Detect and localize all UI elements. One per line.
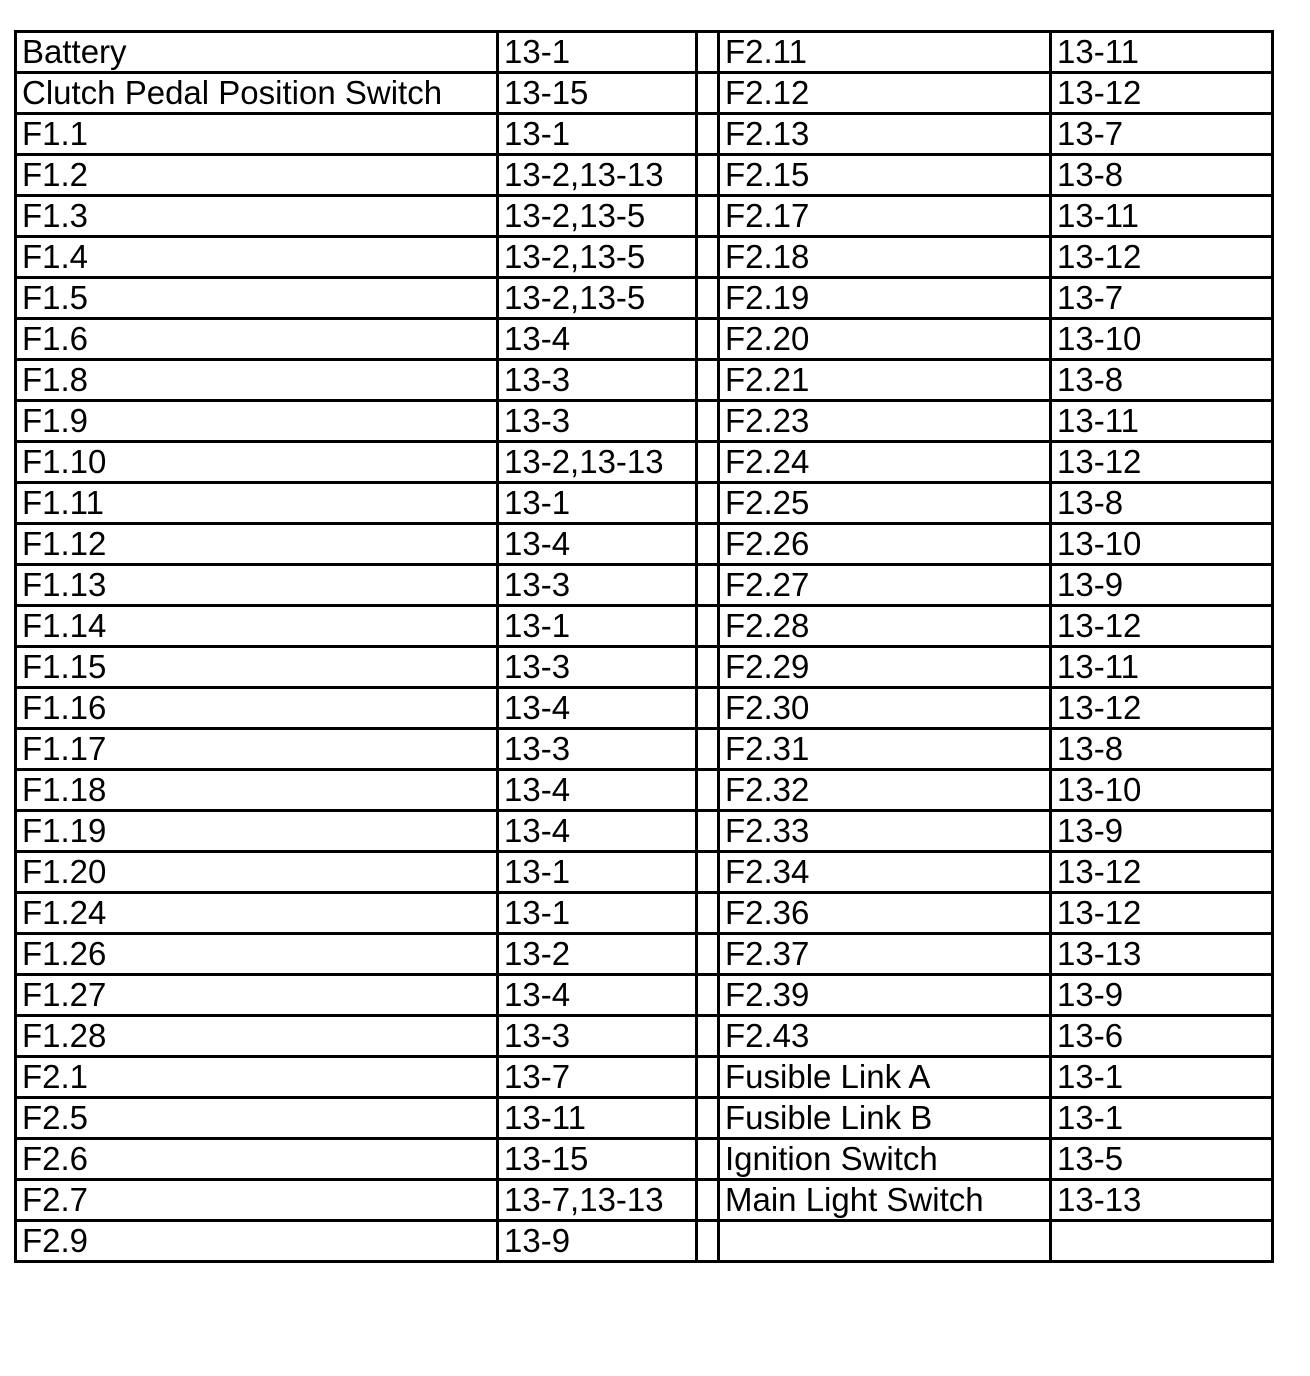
table-row xyxy=(16,1180,1273,1221)
left-item-cell: F1.8 xyxy=(16,360,498,401)
left-item-cell: F1.3 xyxy=(16,196,498,237)
right-page-cell: 13-5 xyxy=(1051,1139,1273,1180)
table-row xyxy=(16,1016,1273,1057)
right-item-cell: F2.26 xyxy=(719,524,1051,565)
column-gap xyxy=(697,360,719,401)
right-page-cell: 13-12 xyxy=(1051,442,1273,483)
left-item-cell: F1.12 xyxy=(16,524,498,565)
left-item-cell: F1.9 xyxy=(16,401,498,442)
left-page-cell: 13-1 xyxy=(498,893,697,934)
column-gap xyxy=(697,1221,719,1262)
right-page-cell: 13-12 xyxy=(1051,893,1273,934)
column-gap xyxy=(697,688,719,729)
right-item-cell: F2.36 xyxy=(719,893,1051,934)
right-item-cell: F2.13 xyxy=(719,114,1051,155)
right-item-cell: F2.21 xyxy=(719,360,1051,401)
right-page-cell: 13-9 xyxy=(1051,565,1273,606)
left-page-cell: 13-2,13-5 xyxy=(498,237,697,278)
table-row xyxy=(16,1098,1273,1139)
left-page-cell: 13-4 xyxy=(498,811,697,852)
column-gap xyxy=(697,196,719,237)
column-gap xyxy=(697,565,719,606)
right-item-cell: F2.32 xyxy=(719,770,1051,811)
column-gap xyxy=(697,1180,719,1221)
right-item-cell: Fusible Link A xyxy=(719,1057,1051,1098)
left-page-cell: 13-2,13-5 xyxy=(498,278,697,319)
right-page-cell: 13-10 xyxy=(1051,524,1273,565)
column-gap xyxy=(697,770,719,811)
left-item-cell: F2.7 xyxy=(16,1180,498,1221)
right-page-cell: 13-12 xyxy=(1051,688,1273,729)
left-item-cell: F1.4 xyxy=(16,237,498,278)
column-gap xyxy=(697,237,719,278)
column-gap xyxy=(697,73,719,114)
left-page-cell: 13-1 xyxy=(498,606,697,647)
table-row xyxy=(16,155,1273,196)
right-item-cell: F2.30 xyxy=(719,688,1051,729)
right-item-cell: F2.15 xyxy=(719,155,1051,196)
table-row xyxy=(16,360,1273,401)
table-row xyxy=(16,524,1273,565)
left-page-cell: 13-1 xyxy=(498,852,697,893)
right-item-cell: F2.23 xyxy=(719,401,1051,442)
right-page-cell: 13-6 xyxy=(1051,1016,1273,1057)
table-row xyxy=(16,1221,1273,1262)
column-gap xyxy=(697,934,719,975)
table-row xyxy=(16,196,1273,237)
right-item-cell: Main Light Switch xyxy=(719,1180,1051,1221)
right-item-cell: F2.33 xyxy=(719,811,1051,852)
left-page-cell: 13-7 xyxy=(498,1057,697,1098)
right-item-cell: F2.28 xyxy=(719,606,1051,647)
right-item-cell: F2.39 xyxy=(719,975,1051,1016)
right-item-cell: F2.37 xyxy=(719,934,1051,975)
right-item-cell: Fusible Link B xyxy=(719,1098,1051,1139)
left-item-cell: F2.5 xyxy=(16,1098,498,1139)
table-row xyxy=(16,606,1273,647)
left-page-cell: 13-4 xyxy=(498,770,697,811)
table-row xyxy=(16,1057,1273,1098)
right-page-cell: 13-8 xyxy=(1051,155,1273,196)
left-page-cell: 13-4 xyxy=(498,524,697,565)
right-page-cell: 13-9 xyxy=(1051,811,1273,852)
left-item-cell: F1.14 xyxy=(16,606,498,647)
right-page-cell: 13-1 xyxy=(1051,1057,1273,1098)
right-page-cell: 13-8 xyxy=(1051,729,1273,770)
table-row xyxy=(16,319,1273,360)
table-row xyxy=(16,729,1273,770)
right-page-cell: 13-12 xyxy=(1051,606,1273,647)
column-gap xyxy=(697,606,719,647)
component-index-table xyxy=(14,30,1274,1263)
right-item-cell: Ignition Switch xyxy=(719,1139,1051,1180)
left-page-cell: 13-1 xyxy=(498,32,697,73)
left-item-cell: F1.10 xyxy=(16,442,498,483)
right-item-cell: F2.27 xyxy=(719,565,1051,606)
right-item-cell: F2.31 xyxy=(719,729,1051,770)
column-gap xyxy=(697,1139,719,1180)
right-page-cell: 13-7 xyxy=(1051,278,1273,319)
left-item-cell: F1.16 xyxy=(16,688,498,729)
column-gap xyxy=(697,975,719,1016)
left-page-cell: 13-4 xyxy=(498,975,697,1016)
left-page-cell: 13-9 xyxy=(498,1221,697,1262)
column-gap xyxy=(697,442,719,483)
right-item-cell: F2.43 xyxy=(719,1016,1051,1057)
table-row xyxy=(16,688,1273,729)
right-item-cell: F2.25 xyxy=(719,483,1051,524)
table-row xyxy=(16,565,1273,606)
column-gap xyxy=(697,32,719,73)
column-gap xyxy=(697,319,719,360)
left-item-cell: F1.17 xyxy=(16,729,498,770)
left-page-cell: 13-2 xyxy=(498,934,697,975)
left-page-cell: 13-3 xyxy=(498,565,697,606)
right-item-cell: F2.29 xyxy=(719,647,1051,688)
table-row xyxy=(16,237,1273,278)
table-row xyxy=(16,442,1273,483)
left-item-cell: F1.15 xyxy=(16,647,498,688)
column-gap xyxy=(697,155,719,196)
table-body xyxy=(16,32,1273,1262)
left-item-cell: F1.13 xyxy=(16,565,498,606)
right-page-cell xyxy=(1051,1221,1273,1262)
right-item-cell: F2.20 xyxy=(719,319,1051,360)
right-item-cell: F2.19 xyxy=(719,278,1051,319)
left-page-cell: 13-3 xyxy=(498,729,697,770)
table-row xyxy=(16,278,1273,319)
table-row xyxy=(16,32,1273,73)
left-page-cell: 13-4 xyxy=(498,688,697,729)
right-item-cell: F2.24 xyxy=(719,442,1051,483)
left-page-cell: 13-15 xyxy=(498,73,697,114)
right-page-cell: 13-9 xyxy=(1051,975,1273,1016)
right-page-cell: 13-13 xyxy=(1051,934,1273,975)
table-row xyxy=(16,401,1273,442)
right-page-cell: 13-11 xyxy=(1051,196,1273,237)
left-page-cell: 13-1 xyxy=(498,114,697,155)
left-item-cell: F1.24 xyxy=(16,893,498,934)
table-row xyxy=(16,770,1273,811)
table-row xyxy=(16,852,1273,893)
column-gap xyxy=(697,524,719,565)
left-item-cell: F1.20 xyxy=(16,852,498,893)
left-page-cell: 13-2,13-5 xyxy=(498,196,697,237)
left-page-cell: 13-7,13-13 xyxy=(498,1180,697,1221)
left-page-cell: 13-3 xyxy=(498,647,697,688)
right-page-cell: 13-12 xyxy=(1051,852,1273,893)
table-row xyxy=(16,483,1273,524)
right-page-cell: 13-10 xyxy=(1051,770,1273,811)
left-page-cell: 13-2,13-13 xyxy=(498,442,697,483)
column-gap xyxy=(697,114,719,155)
left-item-cell: F1.28 xyxy=(16,1016,498,1057)
table-row xyxy=(16,73,1273,114)
left-page-cell: 13-2,13-13 xyxy=(498,155,697,196)
left-item-cell: F1.2 xyxy=(16,155,498,196)
right-page-cell: 13-12 xyxy=(1051,73,1273,114)
left-item-cell: F2.6 xyxy=(16,1139,498,1180)
left-item-cell: F1.26 xyxy=(16,934,498,975)
right-page-cell: 13-10 xyxy=(1051,319,1273,360)
left-item-cell: F1.6 xyxy=(16,319,498,360)
table-row xyxy=(16,893,1273,934)
left-page-cell: 13-3 xyxy=(498,1016,697,1057)
table-row xyxy=(16,811,1273,852)
right-page-cell: 13-1 xyxy=(1051,1098,1273,1139)
left-item-cell: F1.19 xyxy=(16,811,498,852)
column-gap xyxy=(697,852,719,893)
left-item-cell: Clutch Pedal Position Switch xyxy=(16,73,498,114)
right-page-cell: 13-12 xyxy=(1051,237,1273,278)
column-gap xyxy=(697,1098,719,1139)
column-gap xyxy=(697,401,719,442)
left-page-cell: 13-11 xyxy=(498,1098,697,1139)
left-item-cell: F1.27 xyxy=(16,975,498,1016)
table-row xyxy=(16,975,1273,1016)
right-page-cell: 13-11 xyxy=(1051,401,1273,442)
right-item-cell: F2.12 xyxy=(719,73,1051,114)
right-page-cell: 13-11 xyxy=(1051,32,1273,73)
left-item-cell: F2.1 xyxy=(16,1057,498,1098)
left-item-cell: F1.5 xyxy=(16,278,498,319)
right-item-cell xyxy=(719,1221,1051,1262)
right-page-cell: 13-7 xyxy=(1051,114,1273,155)
left-item-cell: F1.1 xyxy=(16,114,498,155)
column-gap xyxy=(697,647,719,688)
table-row xyxy=(16,647,1273,688)
left-item-cell: Battery xyxy=(16,32,498,73)
table-row xyxy=(16,934,1273,975)
left-item-cell: F1.11 xyxy=(16,483,498,524)
right-item-cell: F2.18 xyxy=(719,237,1051,278)
right-page-cell: 13-11 xyxy=(1051,647,1273,688)
left-item-cell: F2.9 xyxy=(16,1221,498,1262)
column-gap xyxy=(697,729,719,770)
column-gap xyxy=(697,893,719,934)
table-row xyxy=(16,114,1273,155)
right-page-cell: 13-8 xyxy=(1051,483,1273,524)
left-page-cell: 13-1 xyxy=(498,483,697,524)
left-item-cell: F1.18 xyxy=(16,770,498,811)
column-gap xyxy=(697,1016,719,1057)
left-page-cell: 13-15 xyxy=(498,1139,697,1180)
right-item-cell: F2.34 xyxy=(719,852,1051,893)
right-item-cell: F2.11 xyxy=(719,32,1051,73)
left-page-cell: 13-4 xyxy=(498,319,697,360)
left-page-cell: 13-3 xyxy=(498,360,697,401)
table-row xyxy=(16,1139,1273,1180)
column-gap xyxy=(697,811,719,852)
column-gap xyxy=(697,1057,719,1098)
left-page-cell: 13-3 xyxy=(498,401,697,442)
column-gap xyxy=(697,278,719,319)
column-gap xyxy=(697,483,719,524)
right-item-cell: F2.17 xyxy=(719,196,1051,237)
right-page-cell: 13-13 xyxy=(1051,1180,1273,1221)
right-page-cell: 13-8 xyxy=(1051,360,1273,401)
